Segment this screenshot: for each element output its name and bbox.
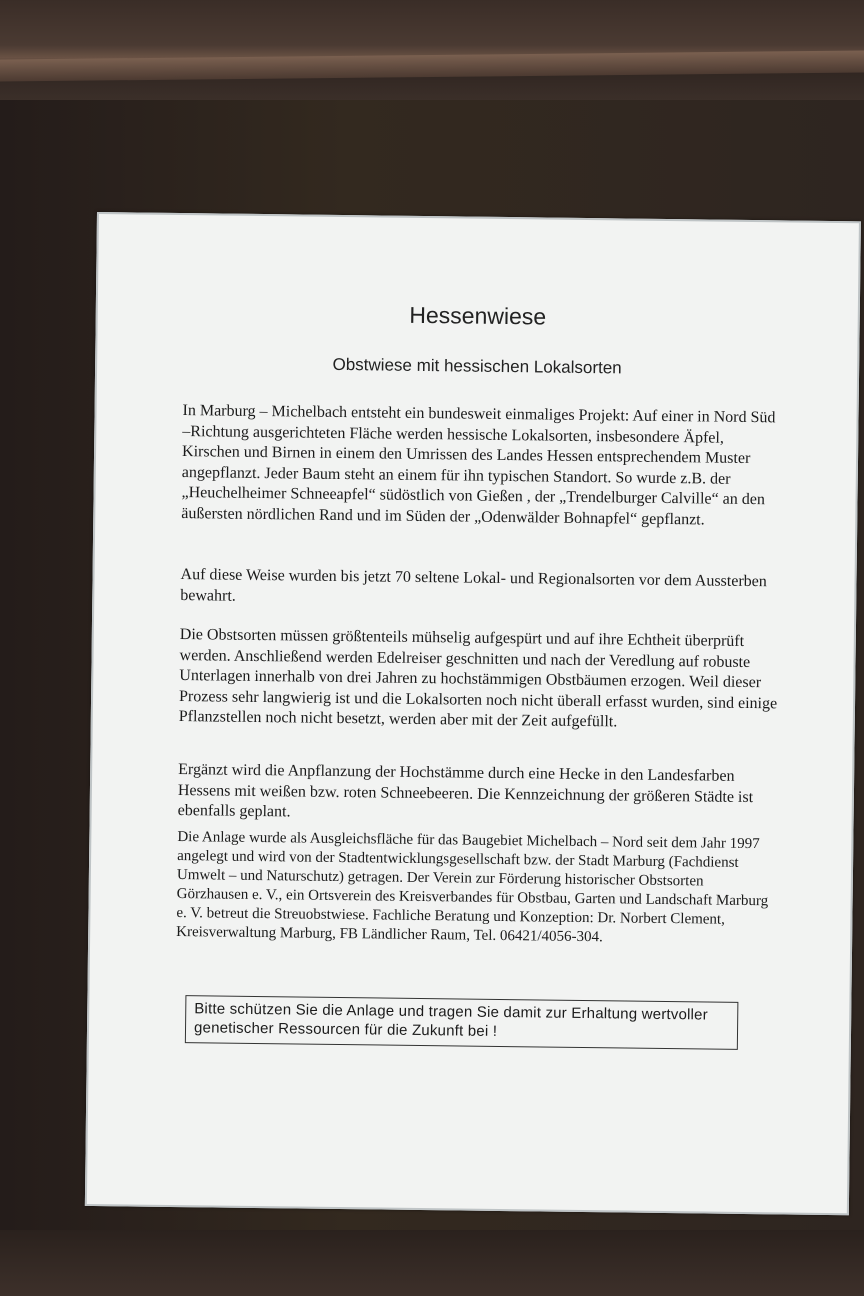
- paragraph-sponsors: Die Anlage wurde als Ausgleichsfläche für das Baugebiet Michelbach – Nord seit dem Jahr 1997 angelegt und wird von der Stadtentwicklungsgesellschaft bzw. der Stadt Marburg (Fachdienst Umwelt – und Naturschutz) getragen. Der Verein zur Förderung historischer Obstsorten Görzhausen e. V., ein Ortsverein des Kreisverbandes für Obstbau, Garten und Landschaft Marburg e. V. betreut die Streuobstwiese. Fachliche Beratung und Konzeption: Dr. Norbert Clement, Kreisverwaltung Marburg, FB Ländlicher Raum, Tel. 06421/4056-304.: [176, 829, 769, 946]
- paragraph-hedge: Ergänzt wird die Anpflanzung der Hochstämme durch eine Hecke in den Landesfarben Hessens mit weißen bzw. roten Schneebeeren. Die Kennzeichnung der größeren Städte ist ebenfalls geplant.: [177, 761, 754, 821]
- protection-notice: Bitte schützen Sie die Anlage und tragen Sie damit zur Erhaltung wertvoller genetischer Ressourcen für die Zukunft bei !: [185, 995, 739, 1050]
- sign-subtitle: Obstwiese mit hessischen Lokalsorten: [332, 354, 622, 378]
- sign-title: Hessenwiese: [409, 301, 547, 330]
- paragraph-process: Die Obstsorten müssen größtenteils mühselig aufgespürt und auf ihre Echtheit überprüft werden. Anschließend werden Edelreiser geschnitten und nach der Veredlung auf robuste Unterlagen innerhalb von drei Jahren zu hochstämmigen Obstbäumen erzogen. Weil dieser Prozess sehr langwierig ist und die Lokalsorten noch nicht überall erfasst wurden, sind einige Pflanzstellen noch nicht besetzt, werden aber mit der Zeit aufgefüllt.: [178, 626, 778, 731]
- wooden-frame-top: [0, 0, 864, 100]
- information-sheet: [85, 212, 861, 1215]
- board-bottom-edge: [0, 1230, 864, 1296]
- paragraph-varieties-count: Auf diese Weise wurden bis jetzt 70 seltene Lokal- und Regionalsorten vor dem Aussterben bewahrt.: [180, 566, 767, 605]
- paragraph-project: In Marburg – Michelbach entsteht ein bundesweit einmaliges Projekt: Auf einer in Nord Süd –Richtung ausgerichteten Fläche werden hessische Lokalsorten, insbesondere Äpfel, Kirschen und Birnen in einem den Umrissen des Landes Hessen entsprechendem Muster angepflanzt. Jeder Baum steht an einem für ihn typischen Standort. So wurde z.B. der „Heuchelheimer Schneeapfel“ südöstlich von Gießen , der „Trendelburger Calville“ an den äußersten nördlichen Rand und im Süden der „Odenwälder Bohnapfel“ gepflanzt.: [181, 402, 776, 528]
